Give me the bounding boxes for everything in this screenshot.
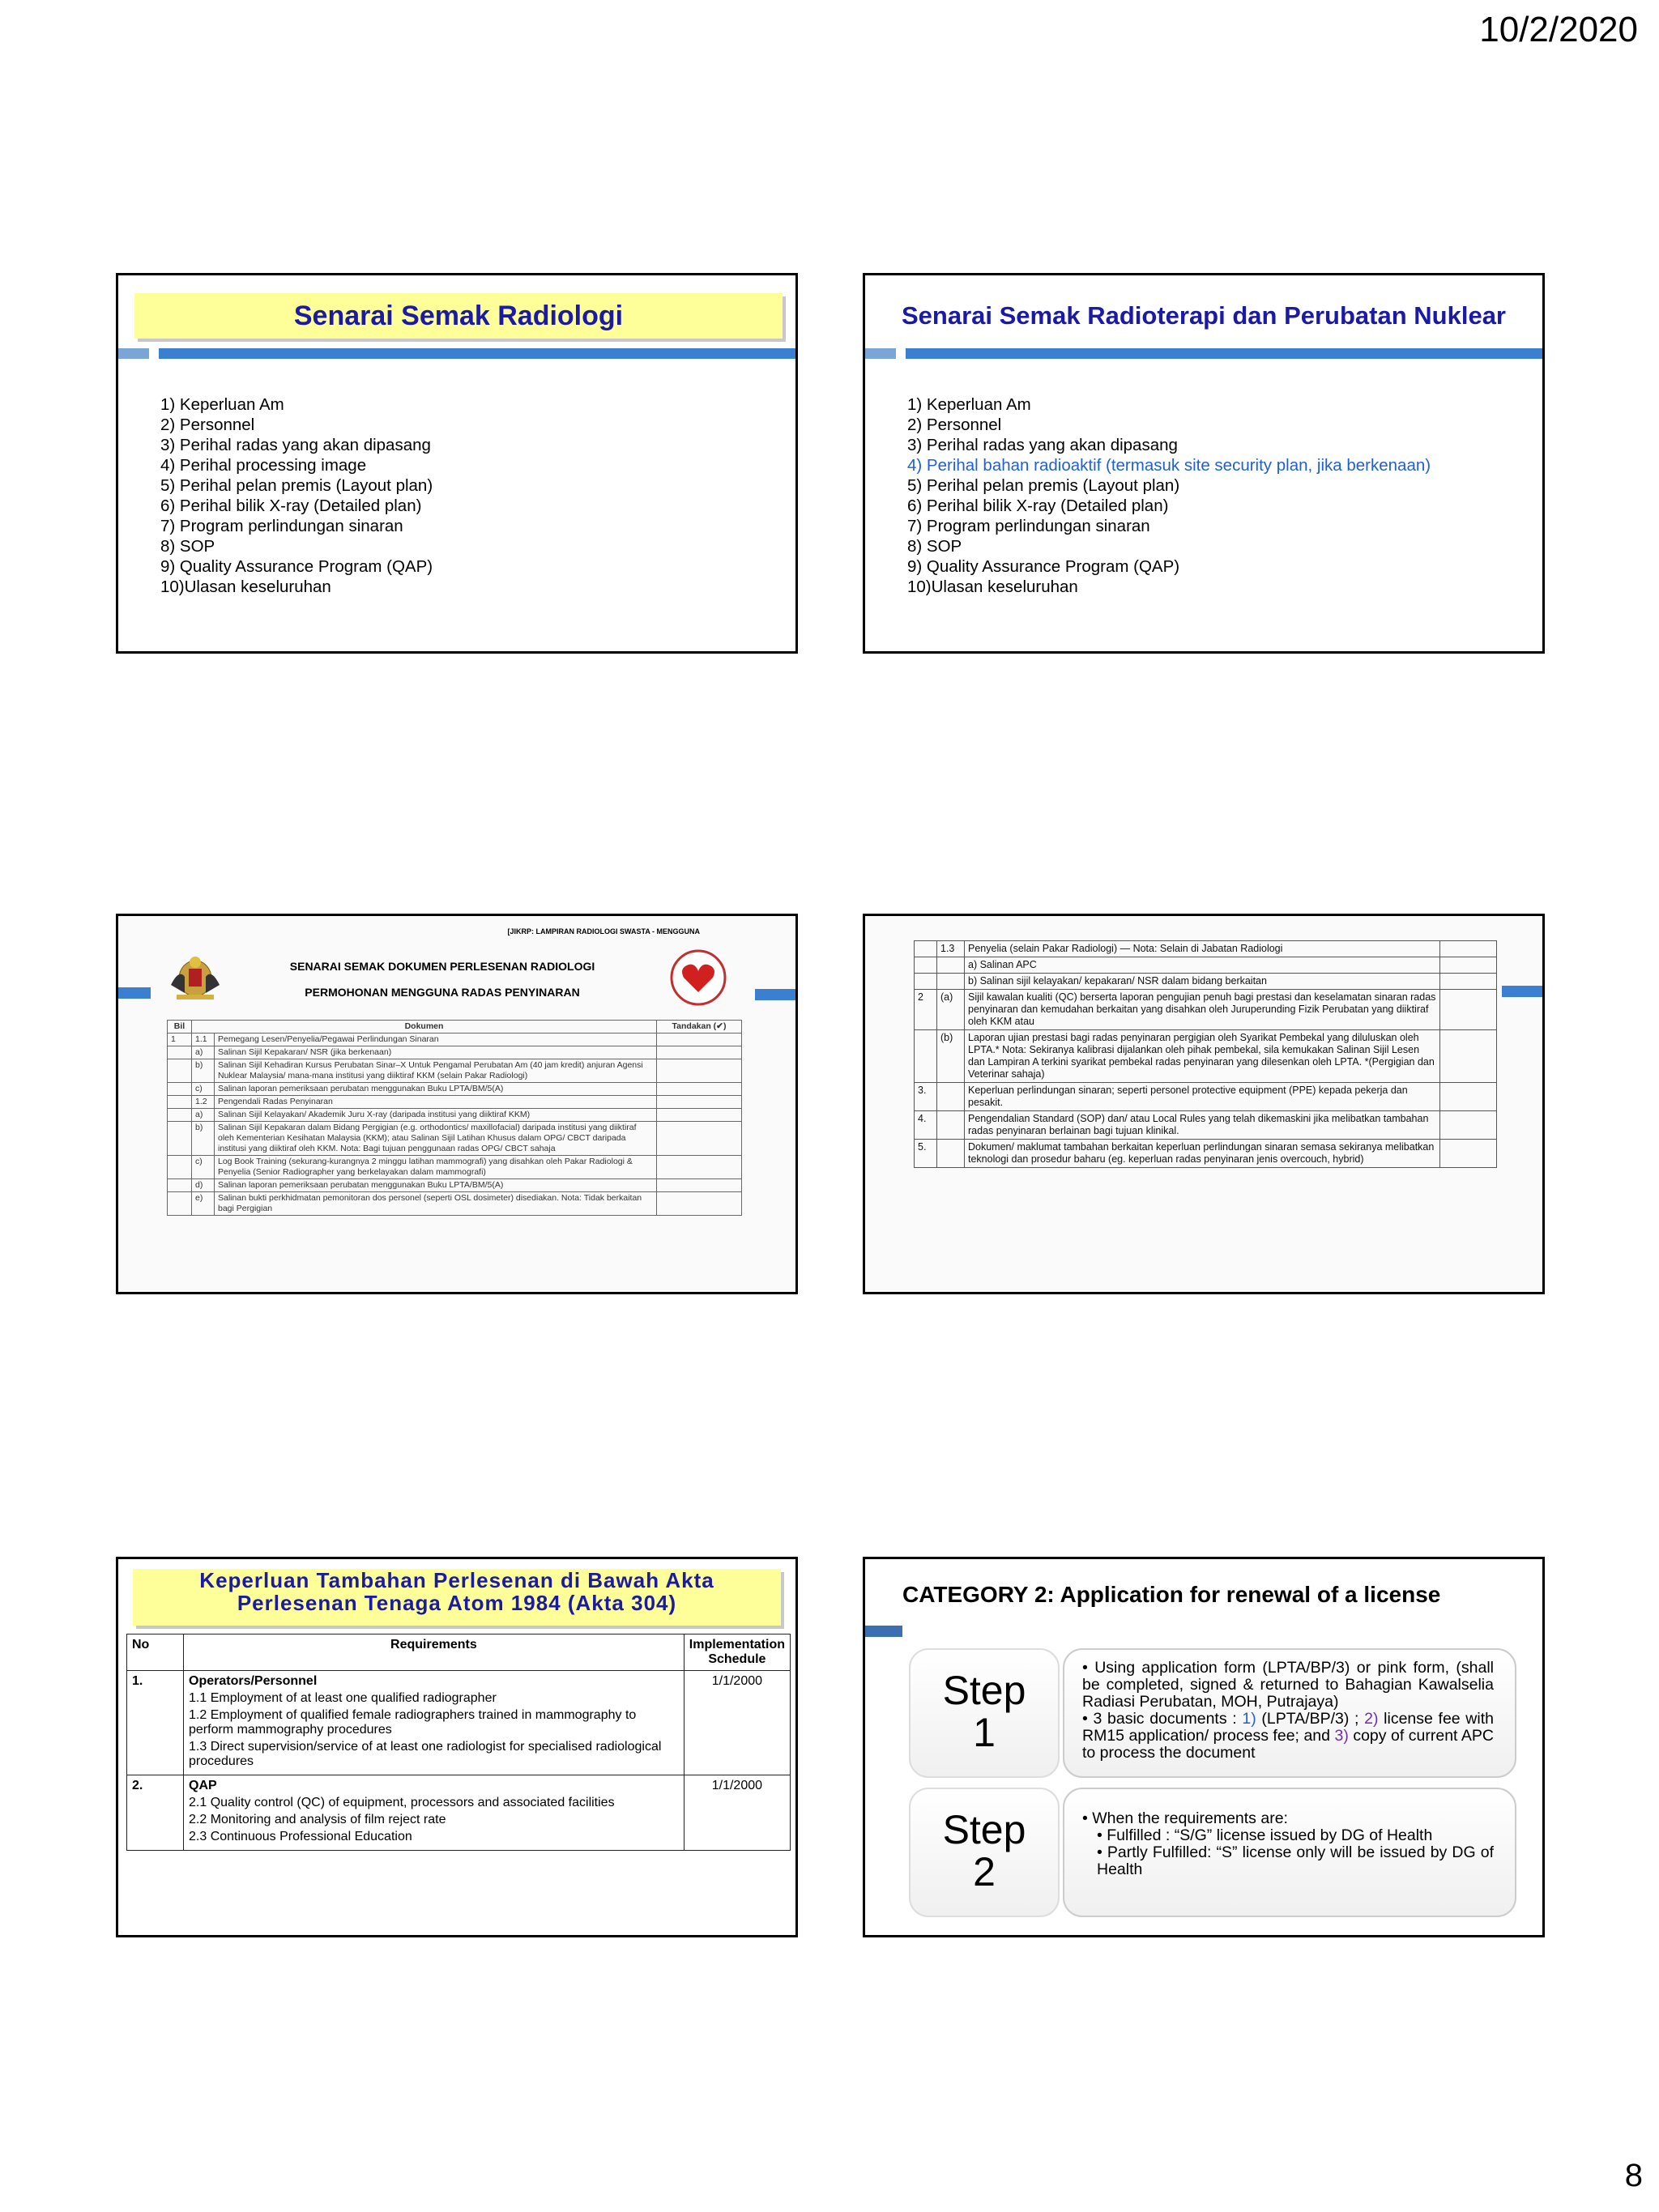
column-header: Dokumen [192,1021,657,1034]
list-item: 6) Perihal bilik X-ray (Detailed plan) [160,497,422,515]
column-header: Tandakan (✔) [657,1021,742,1034]
column-header: No [127,1634,184,1671]
list-item: 2) Personnel [907,416,1002,434]
table-row: c) Log Book Training (sekurang-kurangnya 2 minggu latihan mammografi) yang disahkan oleh Pakar Radiologi & Penyelia (Senior Radiographer yang berkelayakan dalam mammografi) [168,1156,742,1179]
implementation-date: 1/1/2000 [684,1671,790,1775]
title-divider [118,346,795,359]
table-row: 2 (a) Sijil kawalan kualiti (QC) berserta laporan pengujian penuh bagi prestasi dan keselamatan sinaran radas penyinaran dan kemudahan berkaitan yang disahkan oleh Juruperunding Fizik Perubatan yang diiktiraf oleh KKM atau [915,990,1497,1030]
ministry-heart-emblem-icon [669,948,727,1007]
table-row: (b) Laporan ujian prestasi bagi radas penyinaran pergigian oleh Syarikat Pembekal yang diluluskan oleh LPTA.* Nota: Sekiranya kalibrasi dijalankan oleh pihak pembekal, sila kemukakan Salinan Sijil Lesen dan Lampiran A terkini syarikat pembekal radas penyinaran yang dilesenkan oleh LPTA. *(Pergigian dan Veterinar sahaja) [915,1030,1497,1083]
list-item: 2) Personnel [160,416,255,434]
list-item: 1) Keperluan Am [160,395,284,414]
slide-title: CATEGORY 2: Application for renewal of a license [902,1582,1441,1607]
list-item: 8) SOP [160,537,215,556]
accent-bar [755,989,795,1000]
slide-title-box [133,1569,781,1626]
slide-scanned-checklist-1 [116,914,798,1294]
slide-category-2-renewal [863,1557,1545,1937]
list-item: 9) Quality Assurance Program (QAP) [907,557,1180,576]
list-item: 7) Program perlindungan sinaran [907,517,1150,535]
document-table [167,1020,742,1216]
step-2-content [1063,1788,1516,1917]
accent-bar [865,1626,902,1637]
document-title-line-2: PERMOHONAN MENGGUNA RADAS PENYINARAN [305,986,580,999]
list-item: 6) Perihal bilik X-ray (Detailed plan) [907,497,1169,515]
accent-bar [1502,986,1542,997]
step-2-tab [909,1788,1060,1917]
requirements-table [126,1634,791,1851]
requirement-item: 1.3 Direct supervision/service of at least one radiologist for specialised radiological procedures [189,1740,662,1768]
list-item: 10)Ulasan keseluruhan [907,578,1078,596]
table-row: a) Salinan APC [915,957,1497,974]
title-divider [865,346,1542,359]
list-item: 5) Perihal pelan premis (Layout plan) [907,476,1180,495]
list-item: 1) Keperluan Am [907,395,1031,414]
step-label: Step [942,1668,1026,1713]
document-header-tag: [JIKRP: LAMPIRAN RADIOLOGI SWASTA - MENGGUNA [507,927,700,936]
table-row: d) Salinan laporan pemeriksaan perubatan menggunakan Buku LPTA/BM/5(A) [168,1179,742,1192]
table-row: 4. Pengendalian Standard (SOP) dan/ atau Local Rules yang telah dikemaskini jika melibatkan tambahan radas penyinaran berlainan bagi tujuan klinikal. [915,1111,1497,1140]
step-number: 2 [973,1849,996,1894]
implementation-date: 1/1/2000 [684,1775,790,1851]
step-number: 1 [973,1710,996,1755]
table-row: 3. Keperluan perlindungan sinaran; seperti personel protective equipment (PPE) kepada pekerja dan pesakit. [915,1083,1497,1111]
page-number: 8 [1624,2158,1643,2193]
list-item-highlight: 4) Perihal bahan radioaktif (termasuk site security plan, jika berkenaan) [907,456,1431,475]
slide-scanned-checklist-2 [863,914,1545,1294]
bullet-item: • Using application form (LPTA/BP/3) or pink form, (shall be completed, signed & returned to Bahagian Kawalselia Radiasi Perubatan, MOH, Putrajaya) [1082,1659,1494,1711]
checklist [160,394,433,597]
table-row: b) Salinan sijil kelayakan/ kepakaran/ NSR dalam bidang berkaitan [915,974,1497,990]
column-header: Implementation Schedule [684,1634,790,1671]
document-table [914,940,1497,1168]
list-item: 8) SOP [907,537,962,556]
table-row: a) Salinan Sijil Kepakaran/ NSR (jika berkenaan) [168,1046,742,1059]
requirement-item: 2.2 Monitoring and analysis of film reject rate [189,1813,446,1826]
document-title [240,953,645,1005]
table-row: a) Salinan Sijil Kelayakan/ Akademik Juru X-ray (daripada institusi yang diiktiraf KKM) [168,1109,742,1122]
requirement-item: 1.2 Employment of qualified female radiographers trained in mammography to perform mammography procedures [189,1708,637,1737]
list-item: 3) Perihal radas yang akan dipasang [160,436,431,454]
malaysia-crest-icon [167,953,224,1001]
table-row: 2. QAP 2.1 Quality control (QC) of equipment, processors and associated facilities 2.2 Monitoring and analysis of film reject rate 2.3 Continuous Professional Education 1/1/2000 [127,1775,791,1851]
slide-title-line-1: Keperluan Tambahan Perlesenan di Bawah Akta [199,1568,714,1592]
checklist [907,394,1431,597]
table-row: b) Salinan Sijil Kehadiran Kursus Perubatan Sinar–X Untuk Pengamal Perubatan Am (40 jam kredit) anjuran Agensi Nuklear Malaysia/ mana-mana institusi yang diiktiraf KKM (selain Pakar Radiologi) [168,1059,742,1083]
column-header: Requirements [184,1634,684,1671]
list-item: 7) Program perlindungan sinaran [160,517,403,535]
table-row: 1.2 Pengendali Radas Penyinaran [168,1096,742,1109]
list-item: 3) Perihal radas yang akan dipasang [907,436,1178,454]
slide-akta-304-requirements [116,1557,798,1937]
table-row: e) Salinan bukti perkhidmatan pemonitoran dos personel (seperti OSL dosimeter) disediakan. Nota: Tidak berkaitan bagi Pergigian [168,1192,742,1216]
slide-title-line-2: Perlesenan Tenaga Atom 1984 (Akta 304) [237,1591,677,1615]
table-row: b) Salinan Sijil Kepakaran dalam Bidang Pergigian (e.g. orthodontics/ maxillofacial) daripada institusi yang diiktiraf oleh Kementerian Kesihatan Malaysia (KKM); atau Salinan Sijil Latihan Khusus dalam OPG/ CBCT daripada institusi yang diiktiraf oleh KKM. Nota: Bagi tujuan penggunaan radas OPG/ CBCT sahaja [168,1122,742,1156]
section-heading: QAP [189,1779,217,1792]
column-header: Bil [168,1021,192,1034]
requirement-item: 1.1 Employment of at least one qualified radiographer [189,1691,497,1705]
bullet-item: • Partly Fulfilled: “S” license only will be issued by DG of Health [1097,1843,1494,1878]
requirement-item: 2.1 Quality control (QC) of equipment, processors and associated facilities [189,1796,615,1809]
requirement-item: 2.3 Continuous Professional Education [189,1830,412,1843]
bullet-item: • When the requirements are: [1082,1809,1288,1827]
table-row: 1 1.1 Pemegang Lesen/Penyelia/Pegawai Perlindungan Sinaran [168,1034,742,1046]
step-1-content [1063,1648,1516,1778]
step-1-tab [909,1648,1060,1778]
table-row: 5. Dokumen/ maklumat tambahan berkaitan keperluan perlindungan sinaran semasa sekiranya melibatkan teknologi dan prosedur baharu (eg. keperluan radas penyinaran jenis overcouch, hybrid) [915,1140,1497,1168]
slide-radiologi-checklist [116,273,798,654]
scanned-document [118,916,795,1292]
list-item: 5) Perihal pelan premis (Layout plan) [160,476,433,495]
slide-title-box [865,293,1542,339]
list-item: 4) Perihal processing image [160,456,367,475]
document-title-line-1: SENARAI SEMAK DOKUMEN PERLESENAN RADIOLOGI [289,960,595,973]
slide-title: Senarai Semak Radiologi [293,300,624,331]
slide-title: Senarai Semak Radioterapi dan Perubatan Nuklear [902,301,1506,330]
date-label: 10/2/2020 [1479,10,1638,49]
slide-title-box [134,293,783,339]
section-heading: Operators/Personnel [189,1674,318,1688]
slide-radioterapi-checklist [863,273,1545,654]
list-item: 9) Quality Assurance Program (QAP) [160,557,433,576]
bullet-item: • Fulfilled : “S/G” license issued by DG of Health [1097,1826,1433,1844]
table-row: c) Salinan laporan pemeriksaan perubatan menggunakan Buku LPTA/BM/5(A) [168,1083,742,1096]
accent-bar [118,987,151,999]
bullet-item: • 3 basic documents : 1) (LPTA/BP/3) ; 2) license fee with RM15 application/ process fee; and 3) copy of current APC to process the document [1082,1710,1494,1762]
list-item: 10)Ulasan keseluruhan [160,578,331,596]
table-row: 1.3 Penyelia (selain Pakar Radiologi) — Nota: Selain di Jabatan Radiologi [915,941,1497,957]
table-row: 1. Operators/Personnel 1.1 Employment of at least one qualified radiographer 1.2 Employment of qualified female radiographers trained in mammography to perform mammography procedures 1.3 Direct supervision/service of at least one radiologist for specialised radiological procedures 1/1/2000 [127,1671,791,1775]
step-label: Step [942,1807,1026,1852]
scanned-document [865,916,1542,1292]
